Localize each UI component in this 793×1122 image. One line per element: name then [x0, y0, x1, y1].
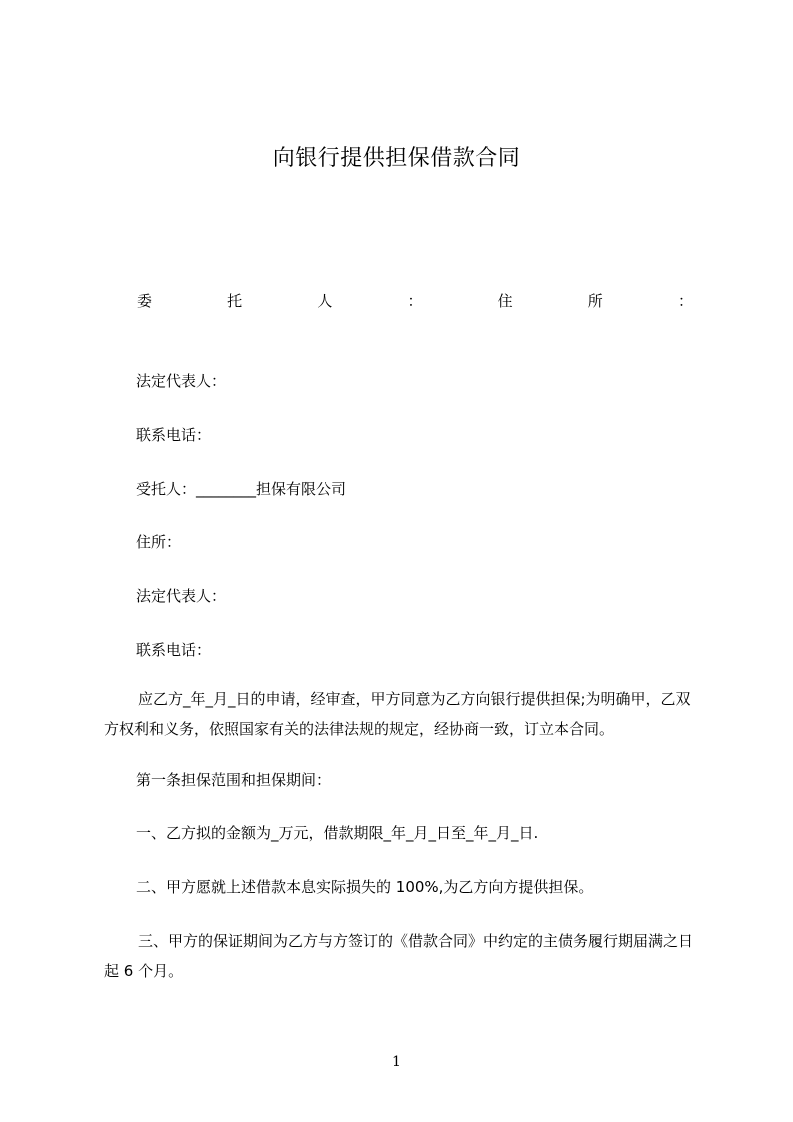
spread-char: ： — [407, 292, 423, 310]
article-1-heading: 第一条担保范围和担保期间： — [136, 771, 332, 789]
clause-3: 三、甲方的保证期间为乙方与方签订的《借款合同》中约定的主债务履行期届满之日起 6 个月。 — [104, 932, 694, 980]
spread-char: 所 — [587, 292, 603, 310]
spread-char: 委 — [137, 292, 153, 310]
spread-char: 人 — [317, 292, 333, 310]
trustee-field: 受托人：________担保有限公司 — [136, 480, 347, 498]
clause-2: 二、甲方愿就上述借款本息实际损失的 100%,为乙方向方提供担保。 — [136, 878, 594, 896]
legal-representative-field: 法定代表人： — [136, 372, 227, 390]
page-number: 1 — [392, 1054, 401, 1070]
phone-field: 联系电话： — [136, 426, 212, 444]
spread-char: 住 — [497, 292, 513, 310]
clause-1: 一、乙方拟的金额为_万元，借款期限_年_月_日至_年_月_日. — [136, 824, 539, 842]
preamble-paragraph: 应乙方_年_月_日的申请，经审查，甲方同意为乙方向银行提供担保;为明确甲，乙双方权利和义务，依照国家有关的法律法规的规定，经协商一致，订立本合同。 — [104, 690, 691, 738]
spread-char: ： — [677, 292, 693, 310]
document-title: 向银行提供担保借款合同 — [272, 146, 521, 171]
spread-char: 托 — [227, 292, 243, 310]
address-field: 住所： — [136, 533, 182, 551]
legal-representative-field-2: 法定代表人： — [136, 587, 227, 605]
phone-field-2: 联系电话： — [136, 641, 212, 659]
principal-address-line — [137, 290, 693, 311]
